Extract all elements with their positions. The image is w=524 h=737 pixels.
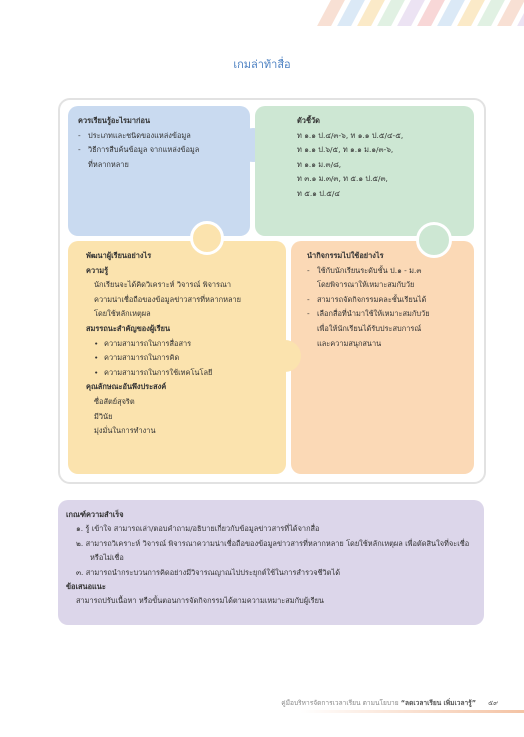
puzzle-knob xyxy=(190,221,224,255)
puzzle-knob xyxy=(416,222,452,258)
page-number: ๕๙ xyxy=(488,699,498,707)
indicator-line: ท ๕.๑ ป.๕/๔ xyxy=(297,188,340,198)
usage-item-cont: และความสนุกสนาน xyxy=(317,338,382,348)
criteria-item: ๒. สามารถวิเคราะห์ วิจารณ์ พิจารณาความน่าเชื่อถือของข้อมูลข่าวสารที่หลากหลาย โดยใช้หลักเหตุผล เพื่อตัดสินใจที่จะเชื่อหรือไม่เชื่อ xyxy=(76,538,470,563)
usage-item: - เลือกสื่อที่นำมาใช้ให้เหมาะสมกับวัย xyxy=(307,307,464,322)
decorative-stripes xyxy=(304,0,524,26)
prerequisite-heading: ควรเรียนรู้อะไรมาก่อน xyxy=(78,116,150,125)
criteria-item: ๓. สามารถนำกระบวนการคิดอย่างมีวิจารณญาณไปประยุกต์ใช้ในการสำรวจชีวิตได้ xyxy=(76,567,341,577)
competency-item: • ความสามารถในการใช้เทคโนโลยี xyxy=(86,366,276,381)
indicator-line: ท ๑.๑ ป.๔/๓-๖, ท ๑.๑ ป.๕/๔-๕, xyxy=(297,130,404,140)
puzzle-knob xyxy=(269,340,301,372)
prerequisite-item-cont: ที่หลากหลาย xyxy=(88,159,129,169)
indicator-box xyxy=(255,106,474,236)
knowledge-line: โดยใช้หลักเหตุผล xyxy=(94,309,151,319)
page-footer xyxy=(281,697,498,708)
indicator-line: ท ๑.๑ ม.๓/๘, xyxy=(297,159,342,169)
attribute-item: มุ่งมั่นในการทำงาน xyxy=(94,426,156,436)
usage-heading: นำกิจกรรมไปใช้อย่างไร xyxy=(307,251,384,260)
usage-box xyxy=(291,241,474,474)
suggestion-heading: ข้อเสนอแนะ xyxy=(66,582,106,592)
success-criteria-box xyxy=(58,500,484,625)
criteria-item: ๑. รู้ เข้าใจ สามารถเล่า/ตอบคำถาม/อธิบายเกี่ยวกับข้อมูลข่าวสารที่ได้จากสื่อ xyxy=(76,524,320,534)
footer-text: คู่มือบริหารจัดการเวลาเรียน ตามนโยบาย xyxy=(281,699,399,707)
indicator-heading: ตัวชี้วัด xyxy=(297,116,320,125)
knowledge-heading: ความรู้ xyxy=(86,265,109,275)
knowledge-line: ความน่าเชื่อถือของข้อมูลข่าวสารที่หลากหลาย xyxy=(94,294,241,304)
attribute-heading: คุณลักษณะอันพึงประสงค์ xyxy=(86,382,167,392)
suggestion-text: สามารถปรับเนื้อหา หรือขั้นตอนการจัดกิจกรรมได้ตามความเหมาะสมกับผู้เรียน xyxy=(76,596,324,606)
competency-item: • ความสามารถในการคิด xyxy=(86,351,276,366)
knowledge-line: นักเรียนจะได้คิดวิเคราะห์ วิจารณ์ พิจารณา xyxy=(94,280,232,290)
indicator-line: ท ๓.๑ ม.๓/๓, ท ๕.๑ ป.๕/๓, xyxy=(297,174,388,184)
attribute-item: มีวินัย xyxy=(94,411,113,421)
page-title: เกมล่าท้าสื่อ xyxy=(233,58,291,71)
footer-quote: “ลดเวลาเรียน เพิ่มเวลารู้” xyxy=(400,699,477,707)
competency-heading: สมรรถนะสำคัญของผู้เรียน xyxy=(86,323,171,333)
footer-bar xyxy=(300,710,524,713)
development-box xyxy=(68,241,286,474)
attribute-item: ซื่อสัตย์สุจริต xyxy=(94,396,135,406)
criteria-heading: เกณฑ์ความสำเร็จ xyxy=(66,510,124,519)
usage-item-cont: โดยพิจารณาให้เหมาะสมกับวัย xyxy=(317,280,415,290)
competency-item: • ความสามารถในการสื่อสาร xyxy=(86,337,276,352)
usage-item-cont: เพื่อให้นักเรียนได้รับประสบการณ์ xyxy=(317,323,422,333)
prerequisite-box xyxy=(68,106,250,236)
development-heading: พัฒนาผู้เรียนอย่างไร xyxy=(86,251,152,260)
indicator-line: ท ๑.๑ ป.๖/๕, ท ๑.๑ ม.๑/๓-๖, xyxy=(297,145,394,155)
prerequisite-item: - วิธีการสืบค้นข้อมูล จากแหล่งข้อมูล xyxy=(78,143,240,158)
usage-item: - ใช้กับนักเรียนระดับชั้น ป.๑ - ม.๓ xyxy=(307,264,464,279)
usage-item: - สามารถจัดกิจกรรมคละชั้นเรียนได้ xyxy=(307,293,464,308)
prerequisite-item: - ประเภทและชนิดของแหล่งข้อมูล xyxy=(78,129,240,144)
